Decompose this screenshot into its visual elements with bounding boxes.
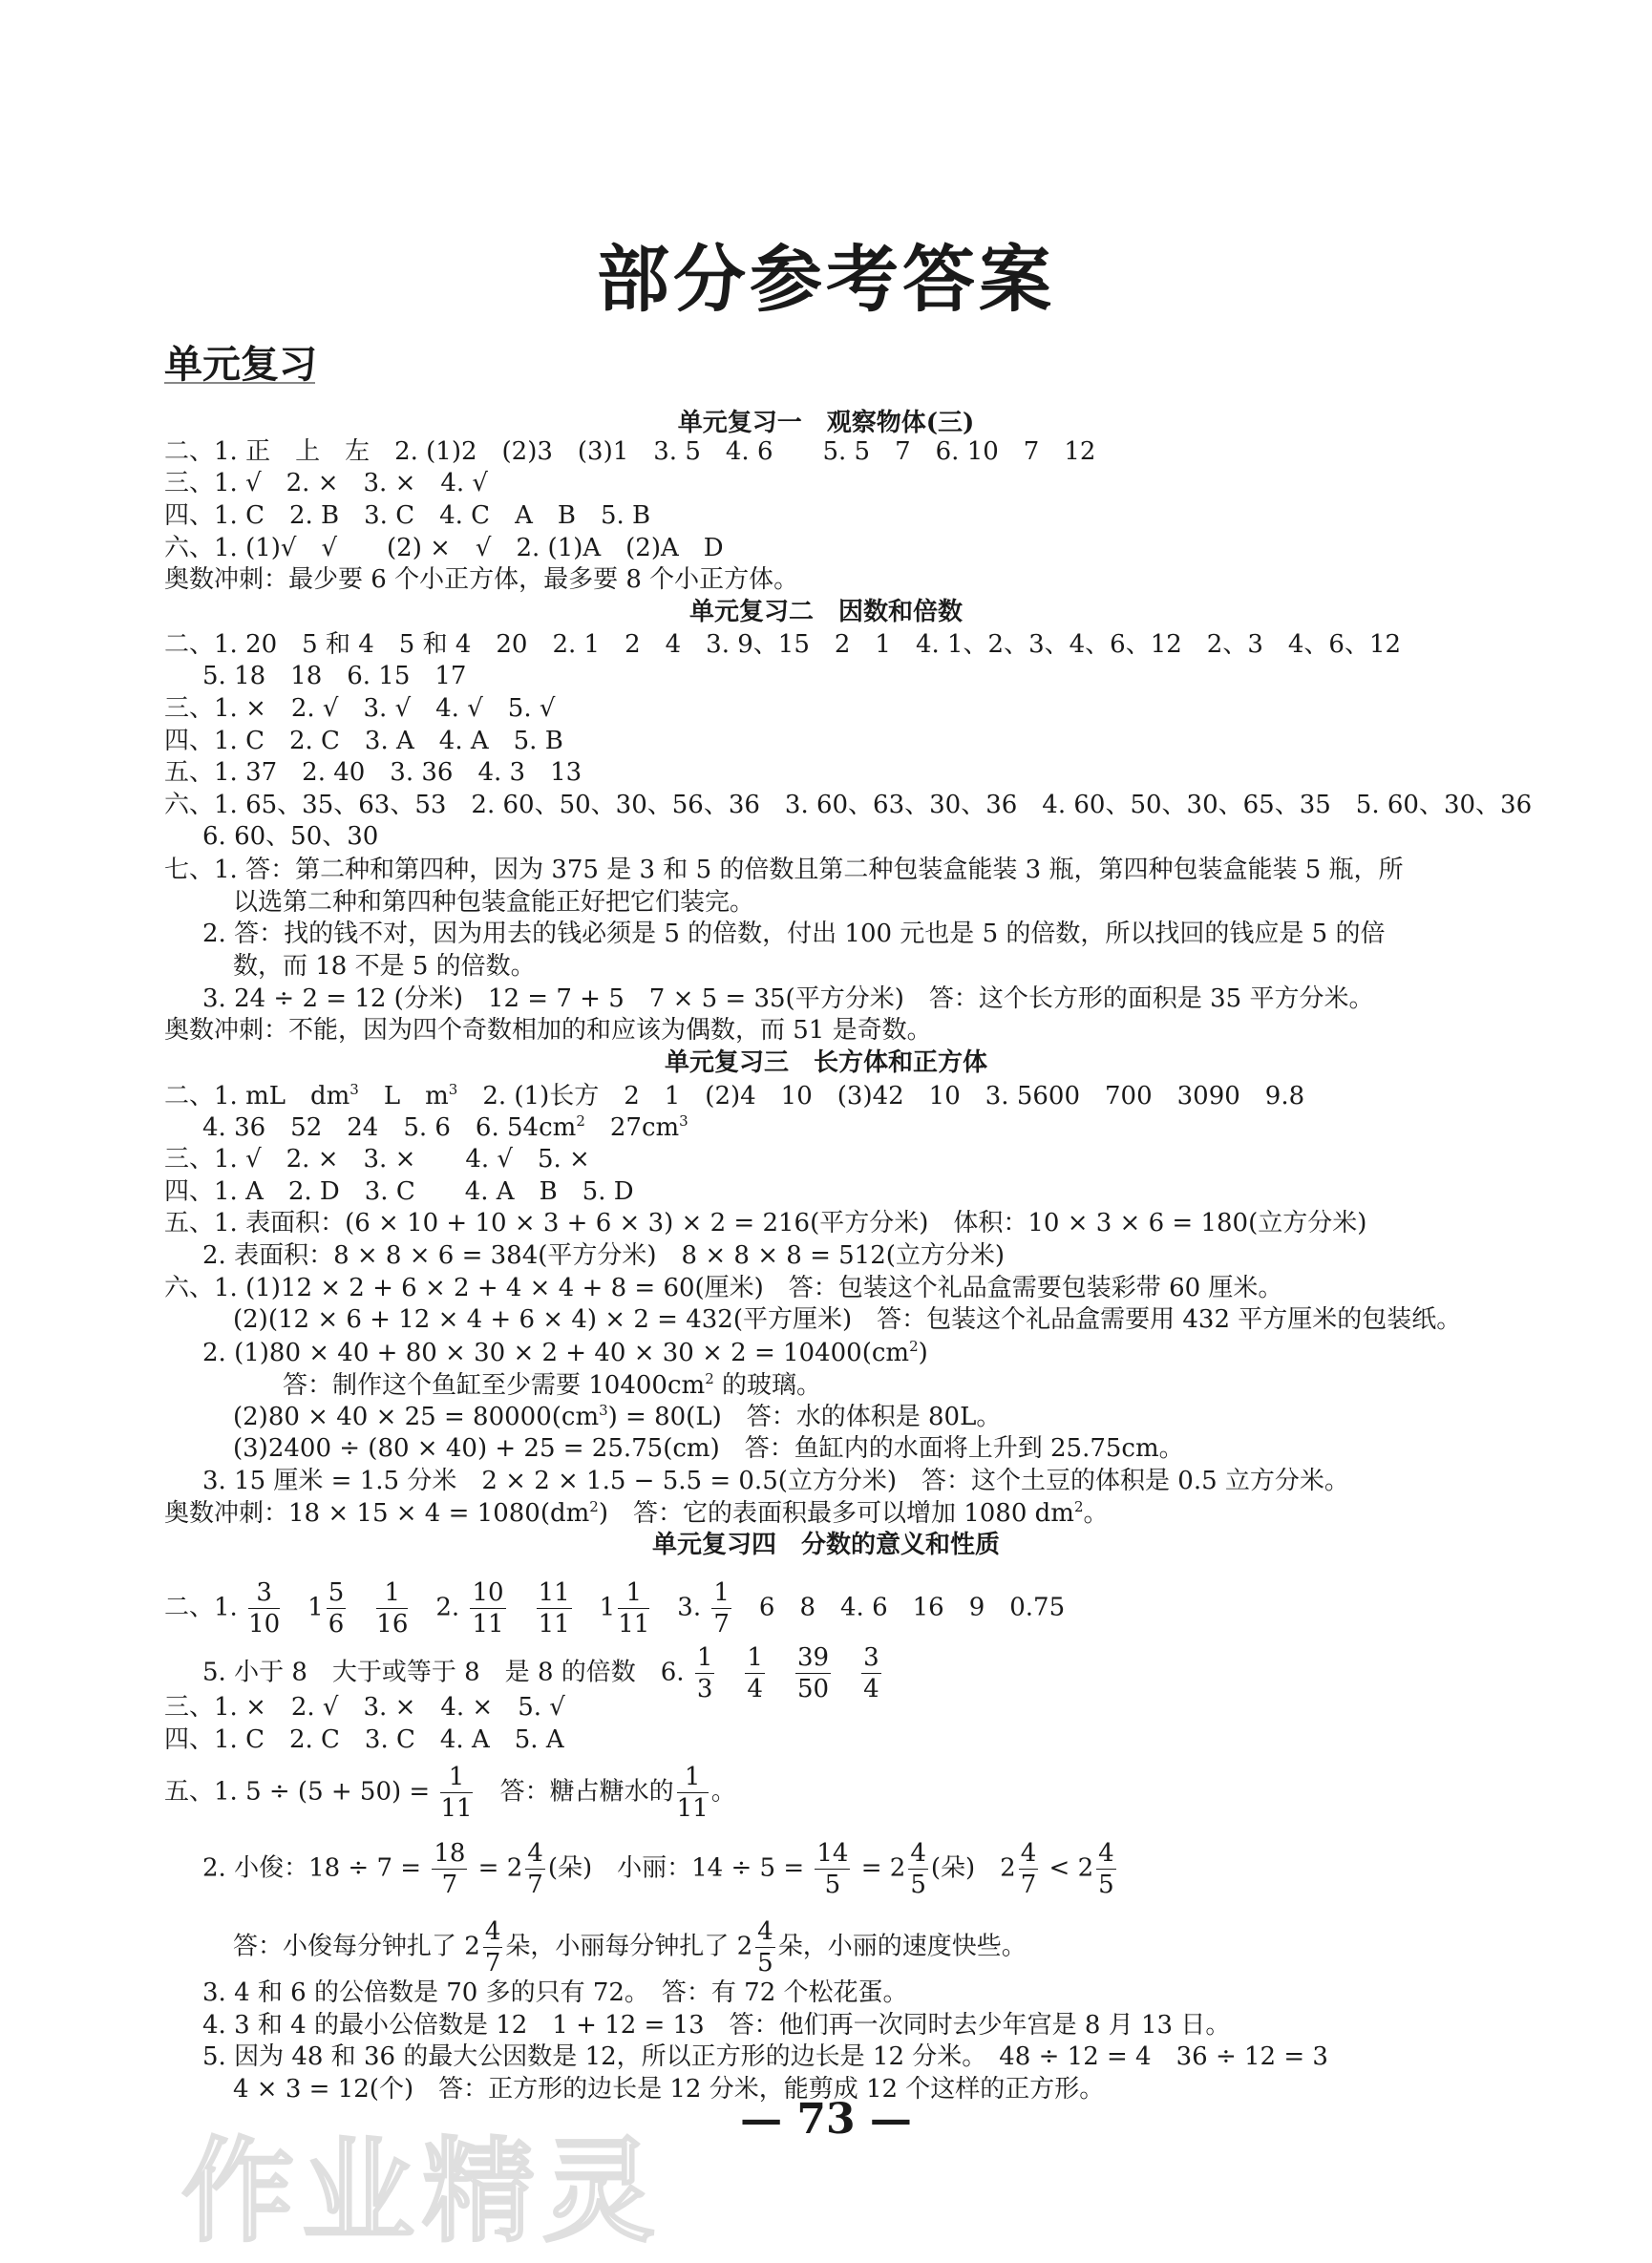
fraction-numerator: 4 bbox=[527, 1839, 543, 1868]
fraction-denominator: 50 bbox=[796, 1675, 830, 1703]
line-text: 奥数冲刺：不能，因为四个奇数相加的和应该为偶数，而 51 是奇数。 bbox=[164, 1016, 932, 1045]
line-text: 4. 36 52 24 5. 6 6. 54cm bbox=[202, 1113, 577, 1142]
line-text: 四、1. C 2. C 3. C 4. A 5. A bbox=[164, 1725, 564, 1754]
watermark: 作业精灵 bbox=[181, 2125, 664, 2257]
fraction-denominator: 16 bbox=[376, 1610, 409, 1639]
fraction-numerator: 18 bbox=[434, 1839, 466, 1868]
fraction-denominator: 5 bbox=[824, 1871, 841, 1899]
line-text: (2)80 × 40 × 25 = 80000(cm bbox=[233, 1403, 600, 1431]
line-text: 2. (1)80 × 40 + 80 × 30 × 2 + 40 × 30 × 2 = 10400(cm bbox=[202, 1339, 910, 1367]
superscript: 3 bbox=[599, 1402, 608, 1419]
line-text: 五、1. 5 ÷ (5 + 50) = bbox=[164, 1777, 438, 1807]
line-text: 七、1. 答：第二种和第四种，因为 375 是 3 和 5 的倍数且第二种包装盒能装 3 瓶，第四种包装盒能装 5 瓶，所 bbox=[164, 856, 1404, 884]
fraction-denominator: 10 bbox=[248, 1610, 281, 1639]
fraction bbox=[861, 1645, 881, 1702]
answer-line bbox=[164, 729, 563, 753]
fraction-numerator: 1 bbox=[376, 1580, 408, 1609]
fraction bbox=[248, 1580, 280, 1637]
fraction bbox=[432, 1841, 467, 1897]
fraction bbox=[711, 1580, 731, 1637]
fraction bbox=[525, 1841, 545, 1897]
line-text: 朵，小丽每分钟扎了 2 bbox=[505, 1932, 753, 1961]
line-text: 朵，小丽的速度快些。 bbox=[777, 1932, 1027, 1961]
fraction-denominator: 6 bbox=[328, 1610, 345, 1639]
fraction-denominator: 5 bbox=[910, 1871, 926, 1899]
fraction-denominator: 4 bbox=[747, 1675, 763, 1703]
fraction-numerator: 4 bbox=[757, 1917, 773, 1946]
answer-line bbox=[233, 1919, 1027, 1976]
superscript: 3 bbox=[448, 1081, 458, 1098]
fraction bbox=[795, 1645, 831, 1702]
fraction-denominator: 7 bbox=[441, 1871, 458, 1899]
answer-line bbox=[202, 1114, 688, 1140]
answer-line bbox=[202, 986, 1373, 1011]
fraction bbox=[755, 1919, 775, 1976]
fraction-denominator: 11 bbox=[472, 1610, 504, 1639]
line-text: 三、1. √ 2. × 3. × 4. √ 5. × bbox=[164, 1145, 590, 1174]
fraction bbox=[908, 1841, 928, 1897]
line-text bbox=[834, 1659, 858, 1687]
line-text: (朵) 小丽：14 ÷ 5 = bbox=[547, 1853, 813, 1883]
answer-line bbox=[164, 760, 582, 785]
fraction bbox=[745, 1645, 765, 1702]
answer-line bbox=[164, 1083, 1304, 1109]
fraction-numerator: 3 bbox=[248, 1580, 280, 1609]
line-text: 的玻璃。 bbox=[713, 1371, 822, 1400]
line-text: 答：小俊每分钟扎了 2 bbox=[233, 1932, 480, 1961]
answer-line bbox=[233, 1436, 1184, 1461]
line-text: 单元复习四 分数的意义和性质 bbox=[651, 1531, 1000, 1559]
answer-line bbox=[202, 1841, 1119, 1897]
line-text: 5. 因为 48 和 36 的最大公因数是 12，所以正方形的边长是 12 分米。 48 ÷ 12 = 4 36 ÷ 12 = 3 bbox=[202, 2042, 1328, 2071]
answer-line bbox=[164, 1211, 1366, 1236]
fraction-denominator: 4 bbox=[863, 1675, 879, 1703]
line-text: 2. (1)长方 2 1 (2)4 10 (3)42 10 3. 5600 700 3090 9.8 bbox=[457, 1082, 1305, 1110]
answer-line bbox=[164, 1147, 590, 1172]
line-text: (2)(12 × 6 + 12 × 4 + 6 × 4) × 2 = 432(平方厘米) 答：包装这个礼品盒需要用 432 平方厘米的包装纸。 bbox=[233, 1305, 1462, 1334]
answer-line bbox=[164, 1276, 1282, 1301]
fraction-denominator: 11 bbox=[538, 1610, 570, 1639]
answer-line bbox=[164, 793, 1532, 817]
unit-heading bbox=[0, 411, 1652, 435]
line-text: ) 答：它的表面积最多可以增加 1080 dm bbox=[598, 1499, 1074, 1528]
fraction-numerator: 39 bbox=[796, 1643, 830, 1672]
fraction-numerator: 1 bbox=[618, 1580, 649, 1609]
fraction-denominator: 7 bbox=[527, 1871, 543, 1899]
superscript: 2 bbox=[589, 1498, 599, 1515]
answer-line bbox=[202, 1243, 1005, 1268]
answer-line bbox=[164, 1179, 634, 1204]
fraction bbox=[1096, 1841, 1116, 1897]
line-text: = 2 bbox=[470, 1853, 523, 1883]
fraction-denominator: 11 bbox=[440, 1794, 473, 1823]
fraction bbox=[470, 1580, 505, 1637]
fraction-numerator: 1 bbox=[677, 1765, 709, 1793]
answer-line bbox=[164, 1580, 1065, 1637]
unit-heading bbox=[0, 1533, 1652, 1557]
superscript: 2 bbox=[909, 1338, 919, 1355]
line-text: 四、1. A 2. D 3. C 4. A B 5. D bbox=[164, 1177, 634, 1206]
line-text: 单元复习一 观察物体(三) bbox=[677, 409, 975, 437]
superscript: 2 bbox=[576, 1112, 585, 1130]
line-text: 奥数冲刺：18 × 15 × 4 = 1080(dm bbox=[164, 1499, 590, 1528]
answer-line bbox=[164, 857, 1404, 882]
line-text: 单元复习三 长方体和正方体 bbox=[664, 1048, 987, 1077]
answer-line bbox=[164, 536, 724, 560]
superscript: 3 bbox=[679, 1112, 688, 1130]
answer-line bbox=[202, 2013, 1230, 2038]
fraction-numerator: 3 bbox=[863, 1643, 879, 1672]
line-text: = 2 bbox=[853, 1853, 906, 1883]
answer-line bbox=[202, 1340, 928, 1365]
line-text bbox=[509, 1594, 534, 1622]
line-text: 三、1. × 2. √ 3. × 4. × 5. √ bbox=[164, 1693, 565, 1722]
line-text: 3. 24 ÷ 2 = 12 (分米) 12 = 7 + 5 7 × 5 = 35(平方分米) 答：这个长方形的面积是 35 平方分米。 bbox=[202, 984, 1374, 1013]
line-text: 四、1. C 2. B 3. C 4. C A B 5. B bbox=[164, 501, 651, 530]
line-text: 三、1. × 2. √ 3. √ 4. √ 5. √ bbox=[164, 694, 556, 723]
line-text: 27cm bbox=[584, 1113, 680, 1142]
fraction-numerator: 14 bbox=[816, 1839, 849, 1868]
fraction-numerator: 4 bbox=[1020, 1839, 1037, 1868]
line-text: 六、1. (1)12 × 2 + 6 × 2 + 4 × 4 + 8 = 60(厘米) 答：包装这个礼品盒需要包装彩带 60 厘米。 bbox=[164, 1274, 1283, 1302]
line-text: 二、1. 正 上 左 2. (1)2 (2)3 (3)1 3. 5 4. 6 5. 5 7 6. 10 7 12 bbox=[164, 437, 1096, 466]
line-text: 二、1. bbox=[164, 1593, 246, 1622]
line-text bbox=[349, 1594, 373, 1622]
fraction-numerator: 4 bbox=[1098, 1839, 1114, 1868]
answer-line bbox=[164, 567, 798, 592]
fraction bbox=[537, 1580, 572, 1637]
answer-line bbox=[164, 1695, 565, 1720]
section-underline bbox=[164, 382, 315, 384]
fraction-numerator: 4 bbox=[910, 1839, 926, 1868]
answer-line bbox=[202, 921, 1385, 946]
line-text: L m bbox=[358, 1082, 449, 1110]
answer-line bbox=[164, 1500, 1109, 1526]
answer-line bbox=[164, 696, 555, 721]
fraction-denominator: 7 bbox=[1020, 1871, 1037, 1899]
fraction-numerator: 10 bbox=[472, 1578, 504, 1607]
line-text: 2. bbox=[411, 1593, 468, 1622]
line-text: 数，而 18 不是 5 的倍数。 bbox=[233, 952, 536, 981]
line-text: 5. 18 18 6. 15 17 bbox=[202, 662, 467, 690]
line-text: 2. 小俊：18 ÷ 7 = bbox=[202, 1853, 430, 1883]
line-text: 二、1. 20 5 和 4 5 和 4 20 2. 1 2 4 3. 9、15 2 1 4. 1、2、3、4、6、12 2、3 4、6、12 bbox=[164, 630, 1402, 659]
superscript: 2 bbox=[1073, 1498, 1084, 1515]
fraction bbox=[1019, 1841, 1039, 1897]
answer-line bbox=[164, 1765, 736, 1821]
fraction-numerator: 4 bbox=[484, 1917, 501, 1946]
line-text: 六、1. (1)√ √ (2) × √ 2. (1)A (2)A D bbox=[164, 534, 724, 562]
line-text: 4 × 3 = 12(个) 答：正方形的边长是 12 分米，能剪成 12 个这样的正方形。 bbox=[233, 2075, 1105, 2104]
answer-line bbox=[233, 1404, 1001, 1429]
fraction-numerator: 1 bbox=[440, 1765, 472, 1793]
fraction-denominator: 5 bbox=[1098, 1871, 1114, 1899]
line-text: ) bbox=[918, 1339, 928, 1367]
line-text: 1 bbox=[574, 1593, 616, 1622]
answer-line bbox=[164, 471, 488, 496]
line-text: 奥数冲刺：最少要 6 个小正方体，最多要 8 个小正方体。 bbox=[164, 565, 799, 594]
line-text bbox=[717, 1659, 742, 1687]
fraction bbox=[695, 1645, 715, 1702]
line-text: 3. 15 厘米 = 1.5 分米 2 × 2 × 1.5 − 5.5 = 0.5(立方分米) 答：这个土豆的体积是 0.5 立方分米。 bbox=[202, 1467, 1349, 1495]
page-title: 部分参考答案 bbox=[597, 237, 1055, 322]
fraction bbox=[376, 1580, 408, 1637]
line-text: 单元复习二 因数和倍数 bbox=[688, 598, 963, 626]
line-text: 2. 答：找的钱不对，因为用去的钱必须是 5 的倍数，付出 100 元也是 5 的倍数，所以找回的钱应是 5 的倍 bbox=[202, 920, 1386, 948]
unit-heading bbox=[0, 1050, 1652, 1075]
fraction bbox=[815, 1841, 850, 1897]
line-text: 5. 小于 8 大于或等于 8 是 8 的倍数 6. bbox=[202, 1658, 692, 1687]
answer-line bbox=[164, 503, 650, 528]
line-text: < 2 bbox=[1041, 1853, 1094, 1883]
line-text: 2. 表面积：8 × 8 × 6 = 384(平方分米) 8 × 8 × 8 = 512(立方分米) bbox=[202, 1241, 1006, 1270]
line-text: 答：制作这个鱼缸至少需要 10400cm bbox=[283, 1371, 706, 1400]
line-text: 3. 4 和 6 的公倍数是 70 多的只有 72。 答：有 72 个松花蛋。 bbox=[202, 1978, 908, 2007]
line-text: ) = 80(L) 答：水的体积是 80L。 bbox=[607, 1403, 1002, 1431]
fraction-denominator: 11 bbox=[618, 1610, 650, 1639]
fraction bbox=[483, 1919, 503, 1976]
superscript: 2 bbox=[705, 1370, 714, 1387]
line-text: 四、1. C 2. C 3. A 4. A 5. B bbox=[164, 727, 563, 755]
answer-line bbox=[283, 1372, 821, 1398]
answer-line bbox=[164, 439, 1095, 464]
answer-line bbox=[202, 1980, 908, 2005]
fraction-denominator: 7 bbox=[713, 1610, 730, 1639]
answer-line bbox=[164, 1018, 932, 1043]
answer-line bbox=[164, 632, 1401, 657]
fraction-numerator: 5 bbox=[328, 1578, 345, 1607]
fraction bbox=[618, 1580, 649, 1637]
line-text: 6 8 4. 6 16 9 0.75 bbox=[733, 1593, 1066, 1622]
answer-line bbox=[202, 2044, 1328, 2069]
answer-line bbox=[164, 1727, 564, 1752]
answer-line bbox=[202, 824, 378, 849]
section-heading: 单元复习 bbox=[164, 342, 317, 387]
fraction-denominator: 11 bbox=[676, 1794, 709, 1823]
unit-heading bbox=[0, 600, 1652, 624]
answer-line bbox=[202, 1469, 1349, 1493]
answer-line bbox=[233, 1307, 1461, 1332]
line-text: 六、1. 65、35、63、53 2. 60、50、30、56、36 3. 60、63、30、36 4. 60、50、30、65、35 5. 60、30、36 bbox=[164, 791, 1533, 819]
line-text: 以选第二种和第四种包装盒能正好把它们装完。 bbox=[233, 888, 755, 917]
fraction bbox=[327, 1580, 347, 1637]
line-text: (朵) 2 bbox=[930, 1853, 1016, 1883]
fraction bbox=[440, 1765, 472, 1821]
fraction-denominator: 3 bbox=[696, 1675, 713, 1703]
line-text: 3. bbox=[652, 1593, 710, 1622]
answer-line bbox=[233, 890, 754, 915]
fraction-denominator: 5 bbox=[757, 1949, 773, 1977]
fraction-numerator: 11 bbox=[538, 1578, 570, 1607]
fraction-numerator: 1 bbox=[696, 1643, 713, 1672]
line-text: 三、1. √ 2. × 3. × 4. √ bbox=[164, 469, 488, 497]
line-text: 答：糖占糖水的 bbox=[475, 1777, 674, 1807]
fraction-denominator: 7 bbox=[484, 1949, 501, 1977]
fraction-numerator: 1 bbox=[713, 1578, 730, 1607]
fraction bbox=[677, 1765, 709, 1821]
line-text: 4. 3 和 4 的最小公倍数是 12 1 + 12 = 13 答：他们再一次同时去少年宫是 8 月 13 日。 bbox=[202, 2011, 1231, 2040]
line-text: 五、1. 37 2. 40 3. 36 4. 3 13 bbox=[164, 758, 582, 787]
line-text: 五、1. 表面积：(6 × 10 + 10 × 3 + 6 × 3) × 2 = 216(平方分米) 体积：10 × 3 × 6 = 180(立方分米) bbox=[164, 1209, 1367, 1237]
answer-line bbox=[233, 954, 536, 979]
line-text bbox=[768, 1659, 793, 1687]
line-text: 6. 60、50、30 bbox=[202, 822, 379, 851]
line-text: 。 bbox=[710, 1777, 736, 1807]
line-text: (3)2400 ÷ (80 × 40) + 25 = 25.75(cm) 答：鱼缸内的水面将上升到 25.75cm。 bbox=[233, 1434, 1184, 1463]
line-text: 1 bbox=[283, 1593, 324, 1622]
page-number: — 73 — bbox=[740, 2095, 912, 2144]
fraction-numerator: 1 bbox=[747, 1643, 763, 1672]
superscript: 3 bbox=[349, 1081, 359, 1098]
line-text: 。 bbox=[1083, 1499, 1109, 1528]
answer-line bbox=[202, 664, 466, 688]
line-text: 二、1. mL dm bbox=[164, 1082, 350, 1110]
